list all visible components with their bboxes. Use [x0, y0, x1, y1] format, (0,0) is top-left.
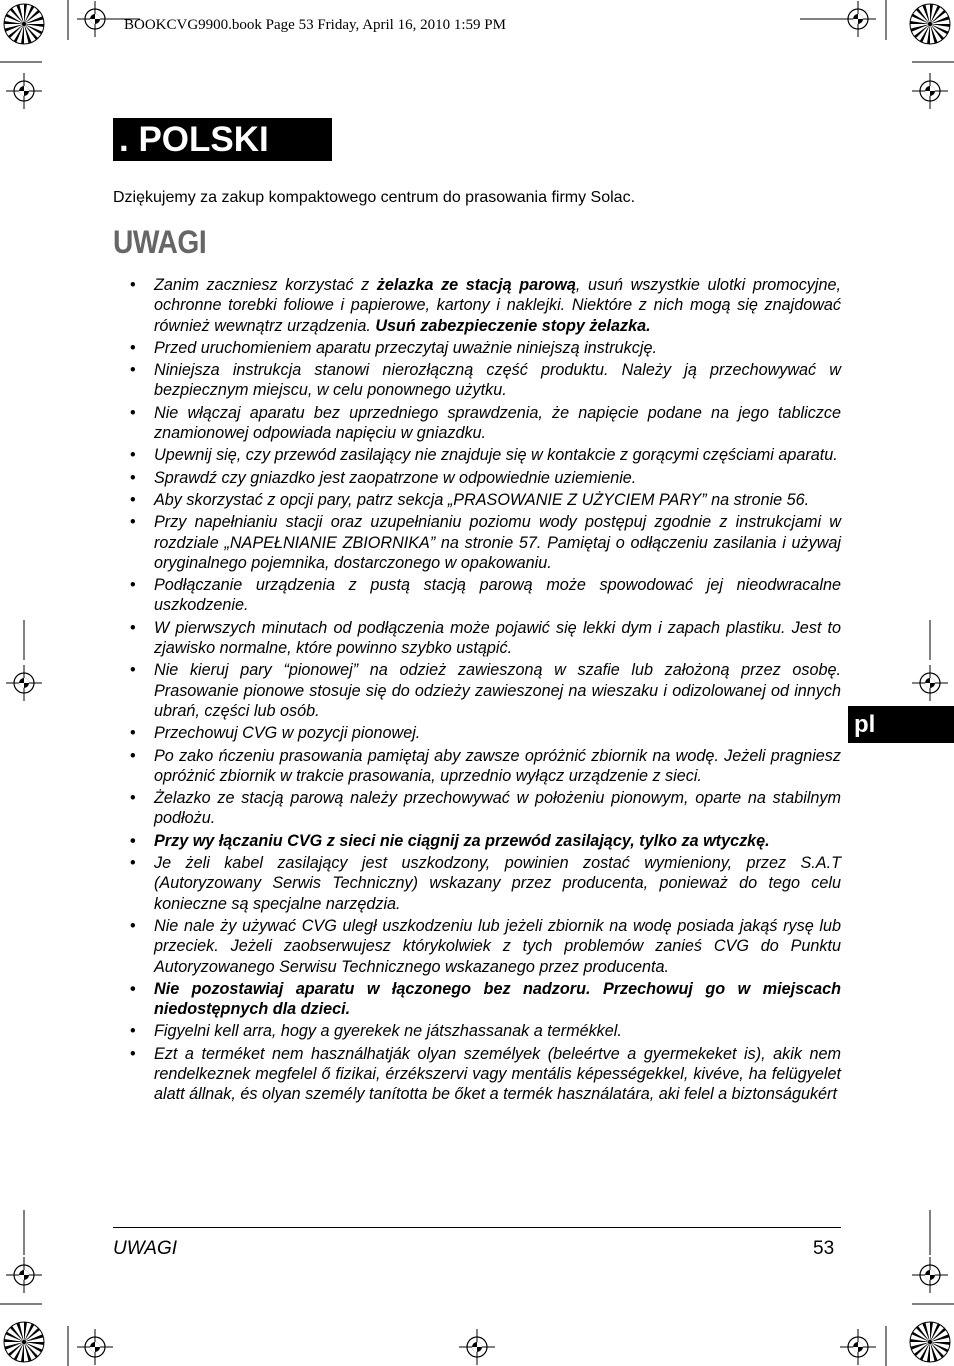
note-item: • Aby skorzystać z opcji pary, patrz sekcja „PRASOWANIE Z UŻYCIEM PARY” na stronie 56. [113, 490, 841, 510]
note-item: • Nie kieruj pary “pionowej” na odzież zawieszoną w szafie lub założoną przez osobę. Prasowanie pionowe stosuje się do odzieży zawieszonej na wieszaku i odizolowanej od innych ubrań, części lub osób. [113, 660, 841, 721]
language-tab: pl [848, 706, 954, 743]
note-item: • Figyelni kell arra, hogy a gyerekek ne játszhassanak a termékkel. [113, 1021, 841, 1041]
note-item: • Żelazko ze stacją parową należy przechowywać w położeniu pionowym, oparte na stabilnym podłożu. [113, 788, 841, 829]
note-item: • Niniejsza instrukcja stanowi nierozłączną część produktu. Należy ją przechowywać w bezpiecznym miejscu, w celu ponownego użytku. [113, 360, 841, 401]
note-item: • Przechowuj CVG w pozycji pionowej. [113, 723, 841, 743]
note-item: • Nie nale ży używać CVG uległ uszkodzeniu lub jeżeli zbiornik na wodę posiada jakąś rysę lub przeciek. Jeżeli zaobserwujesz którykolwiek z tych problemów zanieś CVG do Punktu Autoryzowanego Serwisu Technicznego wskazanego przez producenta. [113, 916, 841, 977]
section-heading: UWAGI [113, 224, 207, 260]
note-item: • Przy wy łączaniu CVG z sieci nie ciągnij za przewód zasilający, tylko za wtyczkę. [113, 831, 841, 851]
note-item: • Po zako ńczeniu prasowania pamiętaj aby zawsze opróżnić zbiornik na wodę. Jeżeli pragniesz opróżnić zbiornik w trakcie prasowania, uprzednio wyłącz urządzenie z sieci. [113, 746, 841, 787]
note-item: • Je żeli kabel zasilający jest uszkodzony, powinien zostać wymieniony, przez S.A.T (Autoryzowany Serwis Techniczny) wskazany przez producenta, ponieważ do tego celu konieczne są specjalne narzędzia. [113, 853, 841, 914]
note-item: • Zanim zaczniesz korzystać z żelazka ze stacją parową, usuń wszystkie ulotki promocyjne, ochronne torebki foliowe i papierowe, kartony i naklejki. Niektóre z nich mogą się znajdować również wewnątrz urządzenia. Usuń zabezpieczenie stopy żelazka. [113, 275, 841, 336]
note-item: • Przed uruchomieniem aparatu przeczytaj uważnie niniejszą instrukcję. [113, 338, 841, 358]
note-item: • Sprawdź czy gniazdko jest zaopatrzone w odpowiednie uziemienie. [113, 468, 841, 488]
intro-text: Dziękujemy za zakup kompaktowego centrum do prasowania firmy Solac. [113, 189, 636, 206]
page-title: . POLSKI [113, 118, 332, 161]
note-item: • Ezt a terméket nem használhatják olyan személyek (beleértve a gyermekeket is), akik nem rendelkeznek megfelel ő fizikai, érzékszervi vagy mentális képességekkel, kivéve, ha felügyelet alatt állnak, és olyan személy tanította be őket a termék használatára, aki felel a biztonságukért [113, 1044, 841, 1105]
note-item: • Przy napełnianiu stacji oraz uzupełnianiu poziomu wody postępuj zgodnie z instrukcjami w rozdziale „NAPEŁNIANIE ZBIORNIKA” na stronie 57. Pamiętaj o odłączeniu zasilania i używaj oryginalnego pojemnika, dostarczonego w opakowaniu. [113, 512, 841, 573]
notes-list [113, 275, 841, 1107]
note-item: • Nie włączaj aparatu bez uprzedniego sprawdzenia, że napięcie podane na jego tabliczce znamionowej odpowiada napięciu w gniazdku. [113, 403, 841, 444]
page-number: 53 [813, 1238, 835, 1259]
note-item: • Upewnij się, czy przewód zasilający nie znajduje się w kontakcie z gorącymi częściami aparatu. [113, 445, 841, 465]
footer-divider [113, 1227, 841, 1228]
note-item: • Nie pozostawiaj aparatu w łączonego bez nadzoru. Przechowuj go w miejscach niedostępnych dla dzieci. [113, 979, 841, 1020]
footer-section-label: UWAGI [113, 1238, 178, 1259]
note-item: • Podłączanie urządzenia z pustą stacją parową może spowodować jej nieodwracalne uszkodzenie. [113, 575, 841, 616]
book-info-header: BOOKCVG9900.book Page 53 Friday, April 16, 2010 1:59 PM [124, 17, 506, 33]
note-item: • W pierwszych minutach od podłączenia może pojawić się lekki dym i zapach plastiku. Jest to zjawisko normalne, które powinno szybko ustąpić. [113, 618, 841, 659]
